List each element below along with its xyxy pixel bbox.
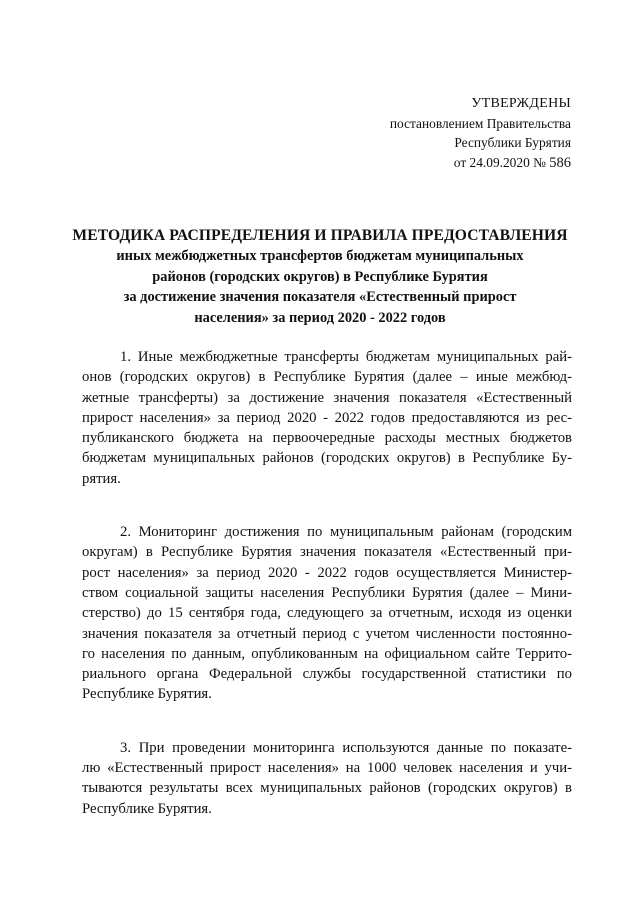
text-line: лю «Естественный прирост населения» на 1000 человек населения и учи- <box>82 760 572 777</box>
title-line: населения» за период 2020 - 2022 годов <box>194 309 446 326</box>
approval-number: 586 <box>549 154 571 171</box>
document-body <box>82 347 572 852</box>
title-line: за достижение значения показателя «Естественный прирост <box>123 289 517 306</box>
text-line: 2. Мониторинг достижения по муниципальным районам (городским <box>120 524 572 541</box>
approval-block <box>390 94 571 173</box>
text-line: тываются результаты всех муниципальных районов (городских округов) в <box>82 780 572 797</box>
text-line: значения показателя за отчетный период с учетом численности постоянно- <box>82 625 572 642</box>
approval-heading: УТВЕРЖДЕНЫ <box>471 96 571 111</box>
text-line: жетные трансферты) за достижение значения показателя «Естественный <box>82 389 572 406</box>
title-line: иных межбюджетных трансфертов бюджетам муниципальных <box>116 248 524 264</box>
title-main: МЕТОДИКА РАСПРЕДЕЛЕНИЯ И ПРАВИЛА ПРЕДОСТАВЛЕНИЯ <box>72 227 568 244</box>
text-line: бюджетам муниципальных районов (городских округов) в Республике Бу- <box>82 450 572 467</box>
text-line: Республике Бурятия. <box>82 800 212 817</box>
text-line: публиканского бюджета на первоочередные расходы местных бюджетов <box>82 430 572 447</box>
text-line: риального органа Федеральной службы государственной статистики по <box>82 666 572 683</box>
text-line: 3. При проведении мониторинга используются данные по показате- <box>120 739 572 756</box>
text-line: 1. Иные межбюджетные трансферты бюджетам муниципальных рай- <box>120 349 572 365</box>
text-line: онов (городских округов) в Республике Бурятия (далее – иные межбюд- <box>82 369 572 386</box>
paragraph-1 <box>82 347 572 489</box>
approval-date-line <box>390 153 571 174</box>
text-line: ством социальной защиты населения Республики Бурятия (далее – Мини- <box>82 584 572 601</box>
paragraph-2 <box>82 522 572 705</box>
text-line: го населения по данным, опубликованным на официальном сайте Террито- <box>82 645 572 662</box>
text-line: Республике Бурятия. <box>82 686 212 703</box>
approval-line-1: постановлением Правительства <box>389 115 571 131</box>
text-line: рост населения» за период 2020 - 2022 годов осуществляется Министер- <box>82 564 572 581</box>
approval-line-2: Республики Бурятия <box>454 135 571 150</box>
title-line: районов (городских округов) в Республике Бурятия <box>152 268 488 285</box>
paragraph-3 <box>82 738 572 819</box>
document-title <box>70 226 570 328</box>
text-line: округам) в Республике Бурятия значения показателя «Естественный при- <box>82 544 572 561</box>
text-line: рятия. <box>82 470 121 487</box>
text-line: прирост населения» за период 2020 - 2022 годов предоставляются из рес- <box>82 409 572 426</box>
text-line: стерство) до 15 сентября года, следующего за отчетным, исходя из оценки <box>82 605 572 622</box>
approval-date: от 24.09.2020 № <box>453 154 550 170</box>
